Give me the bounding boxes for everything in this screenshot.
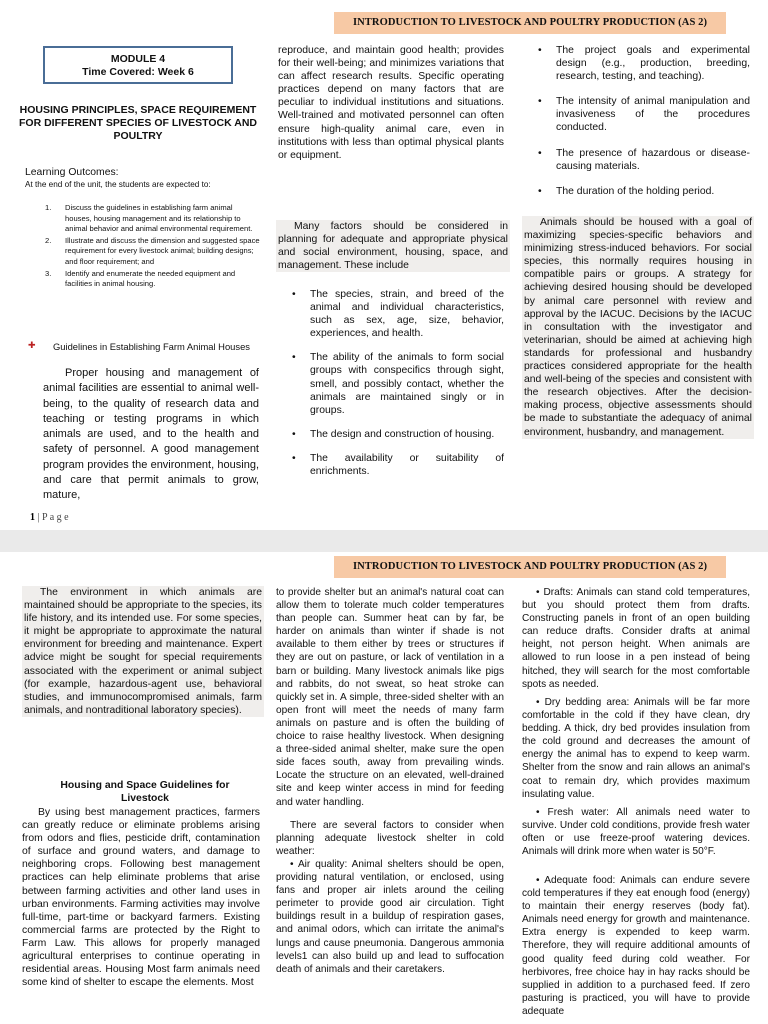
page-number: 1 bbox=[30, 512, 35, 523]
outcome-item: 1. Discuss the guidelines in establishing farm animal houses, housing management and its relationship to animal behavior and animal environmental requirement. bbox=[45, 203, 253, 234]
col3-paragraph-1: • Drafts: Animals can stand cold temperatures, but you should protect them from drafts. Constructing panels in front of an open building can reduce drafts. Consider drafts at animal height, not person height. When animals are allowed to run loose in a pen instead of being hitched, they will search for the most comfortable spots as needed. bbox=[522, 587, 750, 690]
bullet-star-icon bbox=[28, 341, 37, 350]
col2-paragraph-2: Many factors should be considered in planning for adequate and appropriate physical and social environment, housing, space, and management. These include bbox=[278, 221, 508, 272]
col2-paragraph-2: There are several factors to consider when planning adequate livestock shelter in cold weather: bbox=[276, 820, 504, 858]
col3-paragraph-2: • Dry bedding area: Animals will be far more comfortable in the cold if they have clean, dry bedding. A thick, dry bed provides insulation from the cold ground and decreases the amount of energy the animal has to expend to keep warm. Shelter from the snow and rain allows an animal's coat to remain dry, which provides maximum insulating value. bbox=[522, 697, 750, 800]
course-banner: INTRODUCTION TO LIVESTOCK AND POULTRY PRODUCTION (AS 2) bbox=[334, 556, 726, 578]
time-covered: Time Covered: Week 6 bbox=[82, 66, 194, 78]
module-title: HOUSING PRINCIPLES, SPACE REQUIREMENT FOR DIFFERENT SPECIES OF LIVESTOCK AND POULTRY bbox=[18, 104, 258, 142]
col2-paragraph-1: reproduce, and maintain good health; provides for their well-being; and minimizes variations that can affect research results. Specific operating practices depend on many factors that are peculiar to individual institutions and situations. Well-trained and motivated personnel can often ensure high-quality animal care, even in institutions with less than optimal physical plants or equipment. bbox=[278, 45, 504, 161]
outcome-item: 2. Illustrate and discuss the dimension and suggested space requirement for every livestock animal; building designs; and floor requirement; and bbox=[45, 235, 260, 266]
list-item: • The design and construction of housing. bbox=[284, 428, 504, 441]
page-gap bbox=[0, 530, 768, 552]
col3-bullet-list bbox=[530, 44, 750, 209]
page-footer bbox=[30, 512, 69, 523]
list-item: • The project goals and experimental design (e.g., production, breeding, research, testing, and teaching). bbox=[530, 44, 750, 83]
col2-paragraph-1: to provide shelter but an animal's natural coat can allow them to tolerate much colder temperatures than people can. Summer heat can by far, be harder on animals than winter if shade is not available to them either by trees or structures if they are out on pasture, or lack of ventilation in a barn or building. Many livestock animals like pigs and rabbits, do not sweat, so heat stroke can quickly set in. A simple, three-sided shelter with an open front will meet the needs of many farm animals on pasture and is often the building of choice to raise healthy livestock. When designing a three-sided animal shelter, make sure the open side faces south, away from prevailing winds. Locate the structure on an elevated, well-drained site and keep winter access in mind for feeding and water handling. bbox=[276, 587, 504, 808]
list-item: • The availability or suitability of enrichments. bbox=[284, 452, 504, 478]
course-banner: INTRODUCTION TO LIVESTOCK AND POULTRY PRODUCTION (AS 2) bbox=[334, 12, 726, 34]
outcomes-list bbox=[42, 203, 260, 291]
col1-paragraph-1: The environment in which animals are maintained should be appropriate to the species, its life history, and its intended use. For some species, it might be appropriate to approximate the natural environment for breeding and maintenance. Expert advice might be sought for special requirements associated with the experiment or animal subject (for example, hazardous-agent use, behavioral studies, and immunocompromised animals, farm animals, and nontraditional laboratory species). bbox=[24, 587, 262, 716]
guidelines-heading-block bbox=[28, 341, 260, 353]
col2-bullet-list bbox=[284, 288, 504, 489]
module-number: MODULE 4 bbox=[110, 53, 166, 65]
list-item: • The presence of hazardous or disease-causing materials. bbox=[530, 147, 750, 173]
col1-paragraph-2: By using best management practices, farmers can greatly reduce or eliminate problems arising from odors and flies, pesticide drift, contamination of surface and ground waters, and damage to neighboring crops. Following best management practices can help eliminate problems that arise between farming activities and other land uses in urban environments. Farming activities may involve full-time, part-time or backyard farmers. Existing commercial farms are protected by the Right to Farm Law. This allows for properly managed agricultural enterprises to continue operating in residential areas. Housing Most farm animals need some kind of shelter to escape the elements. Most bbox=[22, 807, 260, 989]
col1-paragraph: Proper housing and management of animal facilities are essential to animal well-being, to the quality of research data and teaching or testing programs in which animals are used, and to the health and safety of personnel. A good management program provides the environment, housing, and care that permit animals to grow, mature, bbox=[43, 367, 259, 502]
module-box bbox=[43, 46, 233, 84]
list-item: • The intensity of animal manipulation and invasiveness of the procedures conducted. bbox=[530, 95, 750, 134]
col3-paragraph-3: • Fresh water: All animals need water to survive. Under cold conditions, provide fresh water often or use freeze-proof watering devices. Animals will drink more when water is 50°F. bbox=[522, 807, 750, 858]
col2-paragraph-3: • Air quality: Animal shelters should be open, providing natural ventilation, or enclosed, using fans and proper air inlets around the ceiling perimeter to provide good air circulation. Tight buildings result in a buildup of respiration gases, and animal odors, which can irritate the animal's lungs and cause pneumonia. Dangerous ammonia levels1 can also build up and lead to suffocation death of animals and their caretakers. bbox=[276, 859, 504, 975]
col3-paragraph: Animals should be housed with a goal of maximizing species-specific behaviors and minimizing stress-induced behaviors. For social species, this normally requires housing in compatible pairs or groups. A strategy for achieving desired housing should be developed by animal care personnel with review and approval by the IACUC. Decisions by the IACUC in consultation with the investigator and veterinarian, should be aimed at achieving high standards for professional and husbandry practices considered appropriate for the health and well-being of the species and consistent with the research objectives. After the decision-making process, objective assessments should be made to substantiate the adequacy of animal environment, husbandry, and management. bbox=[524, 217, 752, 438]
page-label: | P a g e bbox=[37, 512, 69, 523]
section-heading: Housing and Space Guidelines for Livestock bbox=[60, 780, 230, 805]
outcome-item: 3. Identify and enumerate the needed equipment and facilities in animal housing. bbox=[45, 268, 236, 289]
document-page-2 bbox=[0, 552, 768, 1024]
list-item: • The species, strain, and breed of the animal and individual characteristics, such as sex, age, size, behavior, experiences, and health. bbox=[284, 288, 504, 340]
learning-outcomes-label: Learning Outcomes: bbox=[25, 167, 119, 178]
list-item: • The ability of the animals to form social groups with conspecifics through sight, smell, and possibly contact, whether the animals are maintained singly or in groups. bbox=[284, 351, 504, 416]
learning-intro: At the end of the unit, the students are expected to: bbox=[25, 180, 211, 189]
list-item: • The duration of the holding period. bbox=[530, 185, 750, 198]
guidelines-heading: Guidelines in Establishing Farm Animal Houses bbox=[53, 341, 250, 352]
col3-paragraph-4: • Adequate food: Animals can endure severe cold temperatures if they eat enough food (energy) to maintain their energy reserves (body fat). Animals need energy for growth and maintenance. Extra energy is expended to keep warm. Therefore, they will require additional amounts of good quality feed during cold weather. For herbivores, free choice hay in hay racks should be supplied in addition to a purchased feed. If zero pasturing is practiced, you will have to provide adequate bbox=[522, 875, 750, 1017]
